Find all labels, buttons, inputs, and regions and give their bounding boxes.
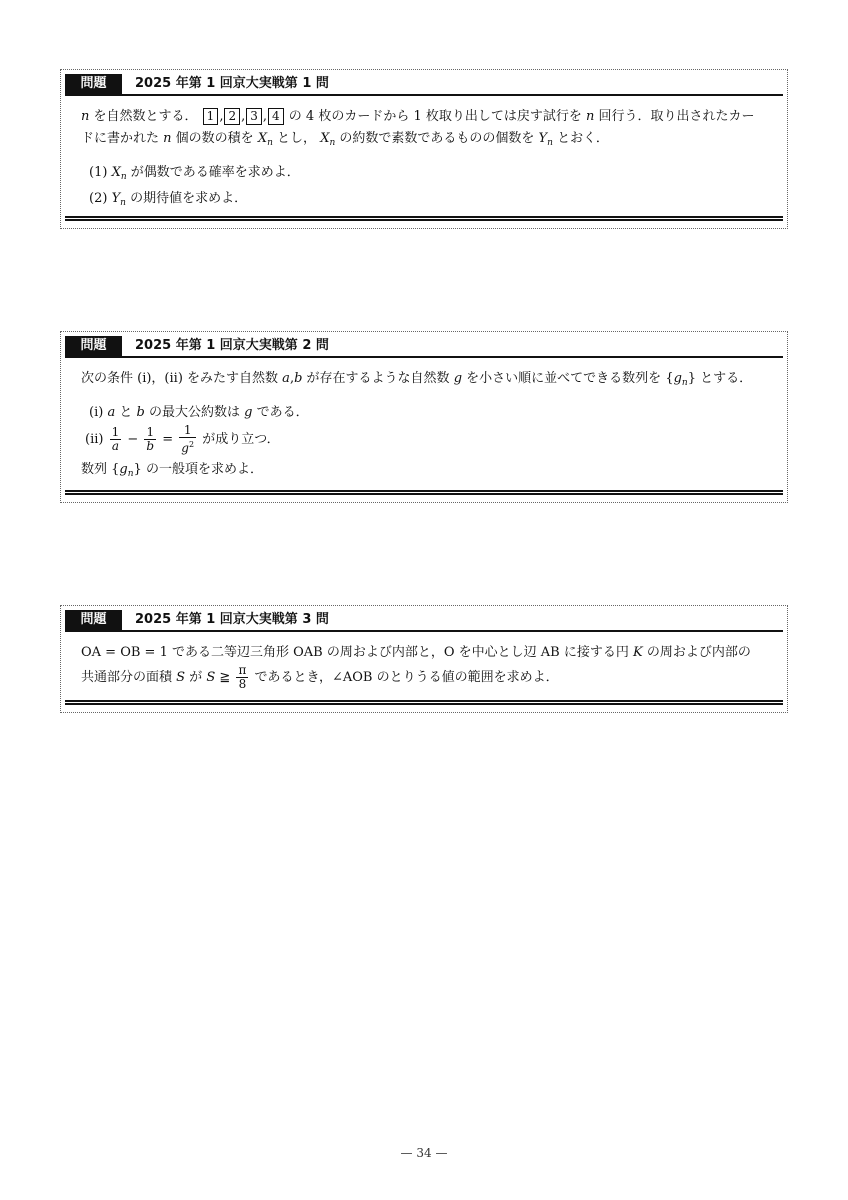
problem-header xyxy=(65,74,783,96)
condition-1: (i) a と b の最大公約数は g である． xyxy=(89,405,309,420)
statement-line: OA = OB = 1 である二等辺三角形 OAB の周および内部と，O を中心とし辺 AB に接する円 K の周および内部の xyxy=(81,645,751,660)
card-2: 2 xyxy=(224,108,240,125)
problem-3 xyxy=(60,605,788,713)
problem-label: 問題 xyxy=(65,336,122,356)
card-1: 1 xyxy=(203,108,219,125)
problem-body xyxy=(81,642,775,691)
page-number: — 34 — xyxy=(400,1146,448,1160)
statement-line: 数列 $\{g_n\}$ の一般項を求めよ． xyxy=(81,462,263,479)
question-1: (1) $X_n$ が偶数である確率を求めよ． xyxy=(89,165,300,182)
double-rule xyxy=(65,216,783,221)
problem-body xyxy=(81,106,775,214)
card-3: 3 xyxy=(246,108,262,125)
fraction: $\frac{\pi}{8}$ xyxy=(238,663,247,691)
problem-label: 問題 xyxy=(65,610,122,630)
problem-header xyxy=(65,610,783,632)
problem-title: 2025 年第 1 回京大実戦第 3 問 xyxy=(135,612,329,627)
fraction: $\frac{1}{g^2}$ xyxy=(181,423,195,455)
fraction: $\frac{1}{a}$ xyxy=(111,425,120,453)
problem-title: 2025 年第 1 回京大実戦第 1 問 xyxy=(135,76,329,91)
problem-label: 問題 xyxy=(65,74,122,94)
condition-2: (ii) $\frac{1}{a}$ − $\frac{1}{b}$ = $\frac{1}{g^2}$ が成り立つ． xyxy=(85,423,280,455)
problem-2 xyxy=(60,331,788,503)
double-rule xyxy=(65,490,783,495)
statement-line: n を自然数とする． 1 , 2 , 3 , 4 の 4 枚のカードから 1 枚取り出しては戻す試行を n 回行う．取り出されたカー xyxy=(81,109,755,124)
statement-line: 共通部分の面積 S が S ≧ $\frac{\pi}{8}$ であるとき，∠AOB のとりうる値の範囲を求めよ． xyxy=(81,663,559,691)
problem-title: 2025 年第 1 回京大実戦第 2 問 xyxy=(135,338,329,353)
question-2: (2) $Y_n$ の期待値を求めよ． xyxy=(89,191,248,208)
fraction: $\frac{1}{b}$ xyxy=(146,425,155,453)
double-rule xyxy=(65,700,783,705)
statement-line: ドに書かれた n 個の数の積を $X_n$ とし， $X_n$ の約数で素数であるものの個数を $Y_n$ とおく． xyxy=(81,131,609,148)
card-4: 4 xyxy=(268,108,284,125)
statement-line: 次の条件 (i)，(ii) をみたす自然数 a,b が存在するような自然数 g を小さい順に並べてできる数列を $\{g_n\}$ とする． xyxy=(81,371,753,388)
problem-body xyxy=(81,368,775,485)
problem-header xyxy=(65,336,783,358)
problem-1 xyxy=(60,69,788,229)
